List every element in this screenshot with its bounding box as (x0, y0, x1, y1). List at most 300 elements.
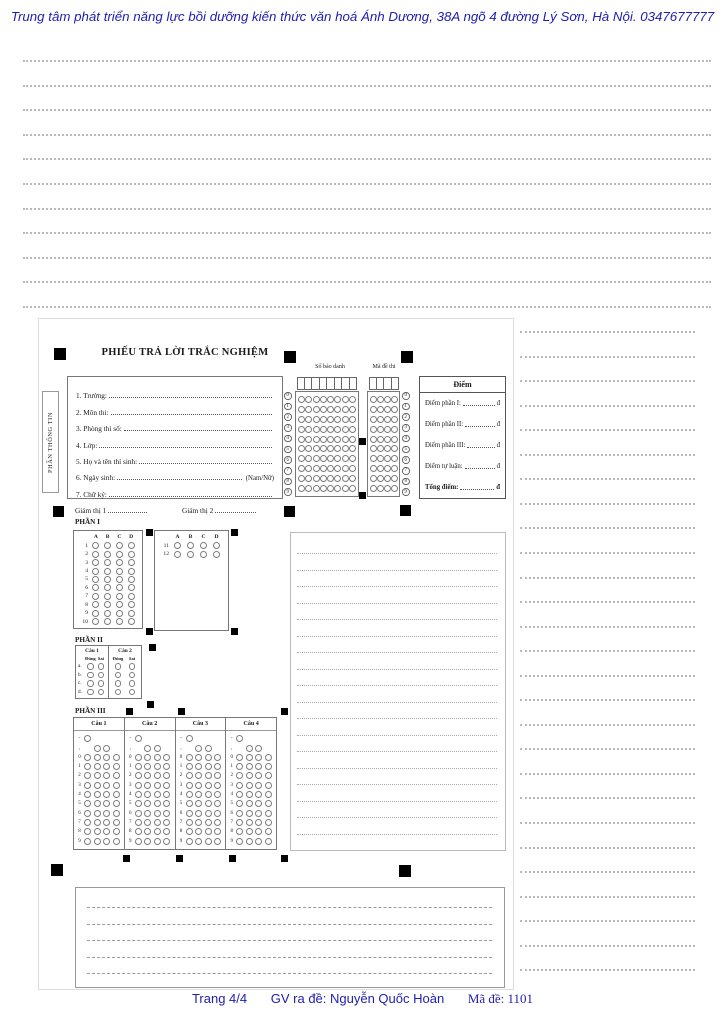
slot (185, 782, 194, 789)
slot (264, 782, 273, 789)
bubble (128, 542, 135, 549)
slot (134, 782, 143, 789)
slot (102, 772, 111, 779)
document-header-text: Trung tâm phát triển năng lực bồi dưỡng kiến thức văn hoá Ánh Dương, 38A ngõ 4 đường Lý Sơn, Hà Nội. 0347677777 (10, 9, 715, 24)
slot (125, 584, 137, 591)
bubble (377, 406, 384, 413)
part3-row (128, 782, 172, 789)
slot (90, 559, 102, 566)
slot (203, 800, 212, 807)
info-section-sidebar (42, 391, 59, 493)
part3-row (77, 772, 121, 779)
row-label: d. (78, 689, 82, 696)
slot (143, 819, 152, 826)
slot (96, 656, 106, 661)
slot (194, 763, 203, 770)
bubble (103, 763, 110, 770)
part2-row (78, 688, 106, 697)
bubble (98, 672, 105, 679)
slot (102, 593, 114, 600)
answer-sheet (38, 318, 514, 990)
alignment-marker (123, 855, 130, 862)
slot (254, 772, 263, 779)
bubble (205, 763, 212, 770)
bubble (298, 455, 305, 462)
slot (111, 838, 120, 845)
score-title: Điểm (420, 377, 505, 393)
slot (203, 819, 212, 826)
bubble (128, 576, 135, 583)
question-header: Câu 4 (226, 718, 276, 731)
info-label: 5. Họ và tên thí sinh: (76, 456, 138, 466)
alignment-marker (51, 864, 63, 876)
bubble (334, 416, 341, 423)
score-box (419, 376, 506, 499)
slot (102, 819, 111, 826)
slot (235, 763, 244, 770)
bubble (135, 754, 142, 761)
bubble-row (298, 406, 356, 413)
bubble (305, 406, 312, 413)
bubble (370, 475, 377, 482)
bubble (214, 828, 221, 835)
slot (194, 810, 203, 817)
bubble (205, 754, 212, 761)
bubble (349, 485, 356, 492)
slot (111, 772, 120, 779)
slot (114, 559, 126, 566)
bubble (94, 819, 101, 826)
sbd-write-row (297, 377, 357, 390)
bubble (236, 782, 243, 789)
part3-row (128, 735, 172, 742)
slot (153, 828, 162, 835)
slot (111, 689, 125, 696)
row-label: 0 (230, 754, 233, 760)
bubble (113, 810, 120, 817)
question-number: 9 (85, 610, 88, 617)
slot (102, 763, 111, 770)
bubble (104, 601, 111, 608)
bubble (255, 763, 262, 770)
bubble (384, 436, 391, 443)
slot (102, 745, 111, 752)
part3-row (229, 791, 273, 798)
bubble (195, 828, 202, 835)
bubble (320, 436, 327, 443)
ruled-line (23, 134, 711, 136)
slot (125, 663, 139, 670)
choice-header: C (201, 534, 206, 541)
row-label: 1 (129, 764, 132, 770)
bubble (144, 819, 151, 826)
write-cell (312, 377, 320, 390)
slot (153, 819, 162, 826)
slot (171, 542, 184, 549)
dotted-fill (463, 405, 495, 406)
bubble (163, 838, 170, 845)
bubble (246, 810, 253, 817)
bubble (377, 436, 384, 443)
row-label: 1 (78, 764, 81, 770)
bubble (115, 680, 122, 687)
slot (96, 680, 107, 687)
slot (134, 735, 143, 742)
bubble (116, 576, 123, 583)
slot (111, 819, 120, 826)
bubble (104, 568, 111, 575)
bubble-row (370, 465, 397, 472)
part2-subheader: Đúng (85, 656, 96, 661)
bubble (313, 396, 320, 403)
bubble (154, 754, 161, 761)
slot (153, 782, 162, 789)
bubble (129, 663, 136, 670)
side-ruled-area (520, 331, 695, 976)
part2-subheader: Sai (97, 656, 104, 661)
part3-row (179, 838, 223, 845)
part3-row (77, 800, 121, 807)
digit-badge: 5 (402, 446, 410, 454)
slot (245, 745, 254, 752)
slot (90, 568, 102, 575)
bubble (116, 593, 123, 600)
bubble (214, 782, 221, 789)
question-number: 4 (85, 568, 88, 575)
dotted-fill (109, 496, 272, 497)
essay-line (297, 834, 497, 835)
bubble (144, 754, 151, 761)
bubble (236, 763, 243, 770)
slot (203, 791, 212, 798)
bubble (320, 455, 327, 462)
choice-header-row (79, 533, 137, 541)
row-label: 0 (179, 754, 183, 760)
alignment-marker (281, 855, 288, 862)
digit-badge: 3 (402, 424, 410, 432)
bubble (342, 465, 349, 472)
bubble (320, 475, 327, 482)
bubble (135, 791, 142, 798)
slot (197, 542, 210, 549)
row-label: 7 (230, 819, 233, 825)
essay-line (297, 751, 497, 752)
bubble (87, 689, 94, 696)
bubble (255, 791, 262, 798)
part2-subheader: Sai (128, 656, 136, 661)
note-line (87, 907, 492, 908)
alignment-marker (54, 348, 66, 360)
bubble (186, 819, 193, 826)
ruled-line (520, 773, 695, 775)
alignment-marker (176, 855, 183, 862)
slot (153, 745, 162, 752)
bubble (104, 618, 111, 625)
bubble (144, 791, 151, 798)
bubble (144, 745, 151, 752)
bubble (370, 396, 377, 403)
slot (92, 754, 101, 761)
bubble (186, 735, 193, 742)
bubble (163, 800, 170, 807)
bubble (135, 828, 142, 835)
row-label: 4 (179, 792, 183, 798)
ruled-line (23, 281, 711, 283)
slot (143, 754, 152, 761)
slot (92, 791, 101, 798)
slot (235, 819, 244, 826)
bubble (214, 838, 221, 845)
bubble (205, 838, 212, 845)
score-row-label: Điểm phần II: (425, 421, 464, 428)
slot (125, 534, 137, 540)
dotted-fill (465, 426, 494, 427)
bubble (334, 406, 341, 413)
bubble (103, 782, 110, 789)
slot (92, 819, 101, 826)
slot (162, 810, 171, 817)
bubble (342, 485, 349, 492)
part3-row (229, 838, 273, 845)
slot (210, 534, 223, 540)
slot (203, 763, 212, 770)
bubble (246, 819, 253, 826)
write-cell (384, 377, 392, 390)
slot (143, 791, 152, 798)
digit-badge: 1 (402, 403, 410, 411)
slot (213, 810, 222, 817)
note-line (87, 940, 492, 941)
ruled-line (520, 896, 695, 898)
bubble (94, 810, 101, 817)
slot (114, 542, 126, 549)
part3-row (77, 819, 121, 826)
bubble (84, 819, 91, 826)
slot (264, 763, 273, 770)
part3-row (128, 838, 172, 845)
bubble (265, 782, 272, 789)
ruled-line (520, 650, 695, 652)
slot (213, 754, 222, 761)
slot (102, 542, 114, 549)
essay-line (297, 652, 497, 653)
bubble (327, 396, 334, 403)
bubble (313, 465, 320, 472)
bubble (320, 406, 327, 413)
bubble (144, 772, 151, 779)
info-row (76, 400, 274, 416)
ruled-line (520, 454, 695, 456)
slot (235, 828, 244, 835)
bubble (384, 426, 391, 433)
answer-row (79, 584, 137, 592)
bubble (384, 416, 391, 423)
bubble (370, 406, 377, 413)
part3-row (77, 828, 121, 835)
part3-label: PHẦN III (75, 707, 106, 715)
write-cell (305, 377, 313, 390)
answer-row (79, 558, 137, 566)
slot (171, 551, 184, 558)
slot (184, 534, 197, 540)
bubble (94, 791, 101, 798)
row-label: 3 (78, 782, 81, 788)
dotted-fill (215, 512, 256, 513)
part2-subheader: Đúng (112, 656, 124, 661)
slot (83, 838, 92, 845)
part1-box-a (73, 530, 143, 629)
dotted-fill (460, 489, 494, 490)
bubble (391, 436, 398, 443)
bubble (116, 601, 123, 608)
slot (143, 828, 152, 835)
exam-code-digit-col (402, 392, 410, 496)
digit-badge: 0 (284, 392, 292, 400)
dotted-fill (465, 468, 495, 469)
bubble (92, 542, 99, 549)
bubble (213, 551, 220, 558)
digit-badge: 1 (284, 403, 292, 411)
slot (85, 663, 96, 670)
bubble (298, 475, 305, 482)
row-label: - (180, 736, 182, 742)
info-label: 4. Lớp: (76, 440, 98, 450)
slot (210, 542, 223, 549)
bubble (113, 800, 120, 807)
ruled-line (520, 380, 695, 382)
ruled-line (23, 183, 711, 185)
essay-line (297, 570, 497, 571)
bubble (205, 810, 212, 817)
bubble (92, 568, 99, 575)
slot (254, 791, 263, 798)
slot (90, 593, 102, 600)
bubble (298, 485, 305, 492)
slot (194, 745, 203, 752)
bubble (313, 475, 320, 482)
slot (83, 810, 92, 817)
bubble (135, 838, 142, 845)
bubble (103, 800, 110, 807)
slot (254, 819, 263, 826)
slot (102, 828, 111, 835)
alignment-marker (146, 628, 153, 635)
slot (213, 763, 222, 770)
ruled-line (23, 109, 711, 111)
question-number: 5 (85, 576, 88, 583)
bubble (334, 455, 341, 462)
slot (90, 551, 102, 558)
bubble (246, 763, 253, 770)
question-header: Câu 3 (176, 718, 226, 731)
bubble (94, 763, 101, 770)
bubble (334, 475, 341, 482)
slot (83, 763, 92, 770)
question-number: 7 (85, 593, 88, 600)
score-total-row (420, 477, 505, 498)
bubble (342, 396, 349, 403)
bubble (265, 754, 272, 761)
slot (153, 838, 162, 845)
bubble (327, 475, 334, 482)
row-label: , (129, 745, 131, 751)
bubble (103, 810, 110, 817)
bubble (391, 396, 398, 403)
bubble (305, 475, 312, 482)
bubble (370, 436, 377, 443)
slot (245, 772, 254, 779)
info-section-label: PHẦN THÔNG TIN (47, 411, 54, 473)
slot (92, 800, 101, 807)
bubble (349, 465, 356, 472)
slot (134, 828, 143, 835)
slot (185, 791, 194, 798)
part1-label: PHẦN I (75, 518, 100, 526)
part3-row (77, 754, 121, 761)
choice-header-row (160, 533, 223, 542)
bubble (255, 828, 262, 835)
row-label: 9 (78, 838, 81, 844)
bubble (94, 772, 101, 779)
slot (111, 663, 125, 670)
proctor-2-label: Giám thị 2 (182, 506, 214, 515)
bubble (327, 445, 334, 452)
question-number: 11 (163, 542, 169, 549)
dotted-fill (109, 397, 272, 398)
bubble (246, 791, 253, 798)
answer-row (160, 542, 223, 551)
slot (134, 810, 143, 817)
bubble-row (370, 416, 397, 423)
digit-badge: 5 (284, 446, 292, 454)
bubble (391, 475, 398, 482)
bubble (92, 618, 99, 625)
part3-row (77, 763, 121, 770)
essay-line (297, 669, 497, 670)
write-cell (297, 377, 305, 390)
write-cell (377, 377, 385, 390)
part3-row (179, 800, 223, 807)
bubble (327, 485, 334, 492)
slot (194, 772, 203, 779)
bubble (334, 445, 341, 452)
bubble-row (370, 396, 397, 403)
score-unit: đ (496, 421, 500, 428)
slot (143, 838, 152, 845)
slot (245, 791, 254, 798)
alignment-marker (399, 865, 411, 877)
slot (235, 838, 244, 845)
bubble (144, 800, 151, 807)
part3-rows (74, 731, 124, 849)
part3-row (128, 810, 172, 817)
slot (134, 819, 143, 826)
exam-code-label: Mã đề thi (372, 364, 396, 370)
slot (134, 763, 143, 770)
bubble (84, 828, 91, 835)
part3-row (128, 800, 172, 807)
gender-note: (Nam/Nữ) (245, 475, 274, 483)
slot (245, 800, 254, 807)
answer-row (79, 609, 137, 617)
top-ruled-area (23, 60, 711, 310)
ruled-line (23, 232, 711, 234)
slot (213, 772, 222, 779)
slot (125, 593, 137, 600)
bubble (163, 772, 170, 779)
slot (143, 763, 152, 770)
bubble (265, 763, 272, 770)
